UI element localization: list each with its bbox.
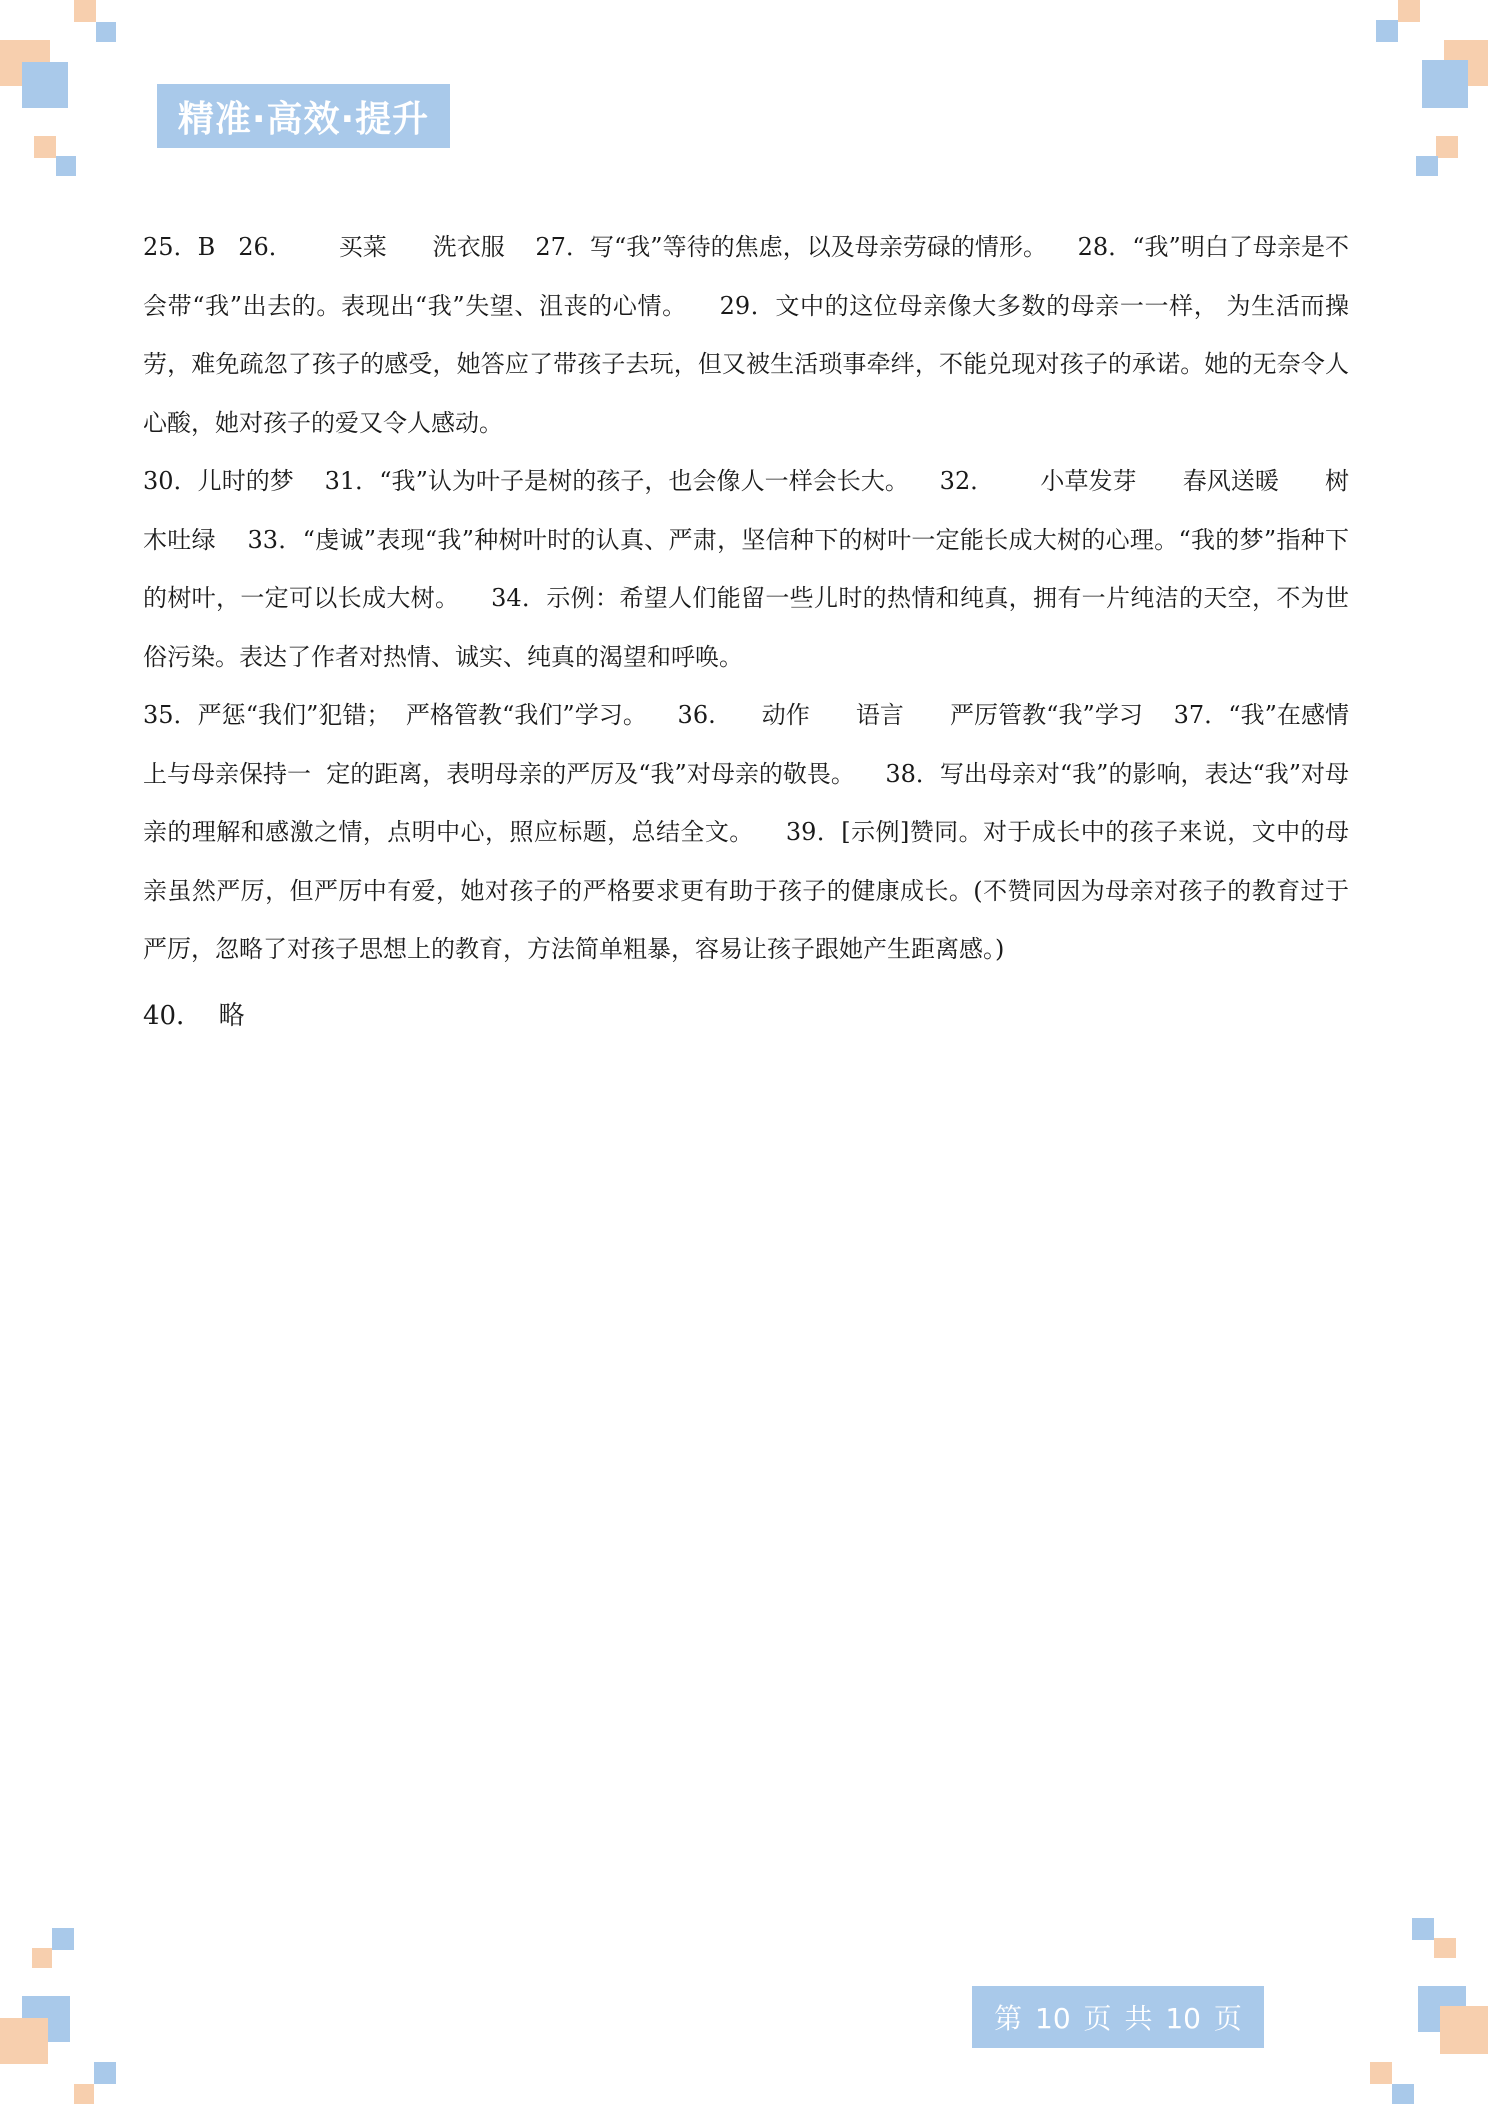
page-indicator	[972, 1986, 1264, 2048]
decor-square	[34, 136, 56, 158]
decor-square	[94, 2062, 116, 2084]
answer-paragraph: 30．儿时的梦 31．“我”认为叶子是树的孩子，也会像人一样会长大。 32． 小草发芽 春风送暖 树木吐绿 33．“虔诚”表现“我”种树叶时的认真、严肃，坚信种下的树叶一定能长成大树的心理。“我的梦”指种下的树叶，一定可以长成大树。 34．示例：希望人们能留一些儿时的热情和纯真，拥有一片纯洁的天空，不为世俗污染。表达了作者对热情、诚实、纯真的渴望和呼唤。	[143, 467, 1349, 671]
decor-square	[1422, 60, 1468, 108]
answer-paragraph: 25．B 26． 买菜 洗衣服 27．写“我”等待的焦虑，以及母亲劳碌的情形。 28．“我”明白了母亲是不会带“我”出去的。表现出“我”失望、沮丧的心情。 29．文中的这位母亲像大多数的母亲一一样， 为生活而操劳，难免疏忽了孩子的感受，她答应了带孩子去玩，但又被生活琐事牵绊，不能兑现对孩子的承诺。她的无奈令人心酸，她对孩子的爱又令人感动。	[143, 233, 1349, 437]
decor-square	[1398, 0, 1420, 22]
decor-square	[56, 156, 76, 176]
decor-square	[1436, 136, 1458, 158]
decor-square	[1392, 2084, 1414, 2104]
decor-square	[1412, 1918, 1434, 1940]
header-title: 精准·高效·提升	[177, 98, 430, 140]
decor-square	[1370, 2062, 1392, 2084]
header-banner	[157, 84, 450, 148]
decor-square	[22, 62, 68, 108]
decor-square	[1440, 2006, 1488, 2054]
decor-square	[1416, 156, 1438, 176]
answer-paragraph: 35．严惩“我们”犯错； 严格管教“我们”学习。 36. 动作 语言 严厉管教“我”学习 37．“我”在感情上与母亲保持一 定的距离，表明母亲的严厉及“我”对母亲的敬畏。 38．写出母亲对“我”的影响，表达“我”对母亲的理解和感激之情，点明中心，照应标题，总结全文。 39．[示例]赞同。对于成长中的孩子来说，文中的母亲虽然严厉，但严厉中有爱，她对孩子的严格要求更有助于孩子的健康成长。(不赞同因为母亲对孩子的教育过于严厉，忽略了对孩子思想上的教育，方法简单粗暴，容易让孩子跟她产生距离感。)	[143, 701, 1349, 963]
decor-square	[1376, 20, 1398, 42]
decor-square	[0, 2018, 48, 2064]
page-number-label: 第 10 页 共 10 页	[994, 2002, 1242, 2035]
decor-square	[32, 1948, 52, 1968]
decor-square	[74, 0, 96, 22]
decor-square	[52, 1928, 74, 1950]
answer-key	[143, 218, 1349, 1045]
decor-square	[96, 22, 116, 42]
answer-paragraph: 40． 略	[143, 1000, 245, 1031]
decor-square	[1434, 1938, 1456, 1958]
decor-square	[74, 2084, 94, 2104]
